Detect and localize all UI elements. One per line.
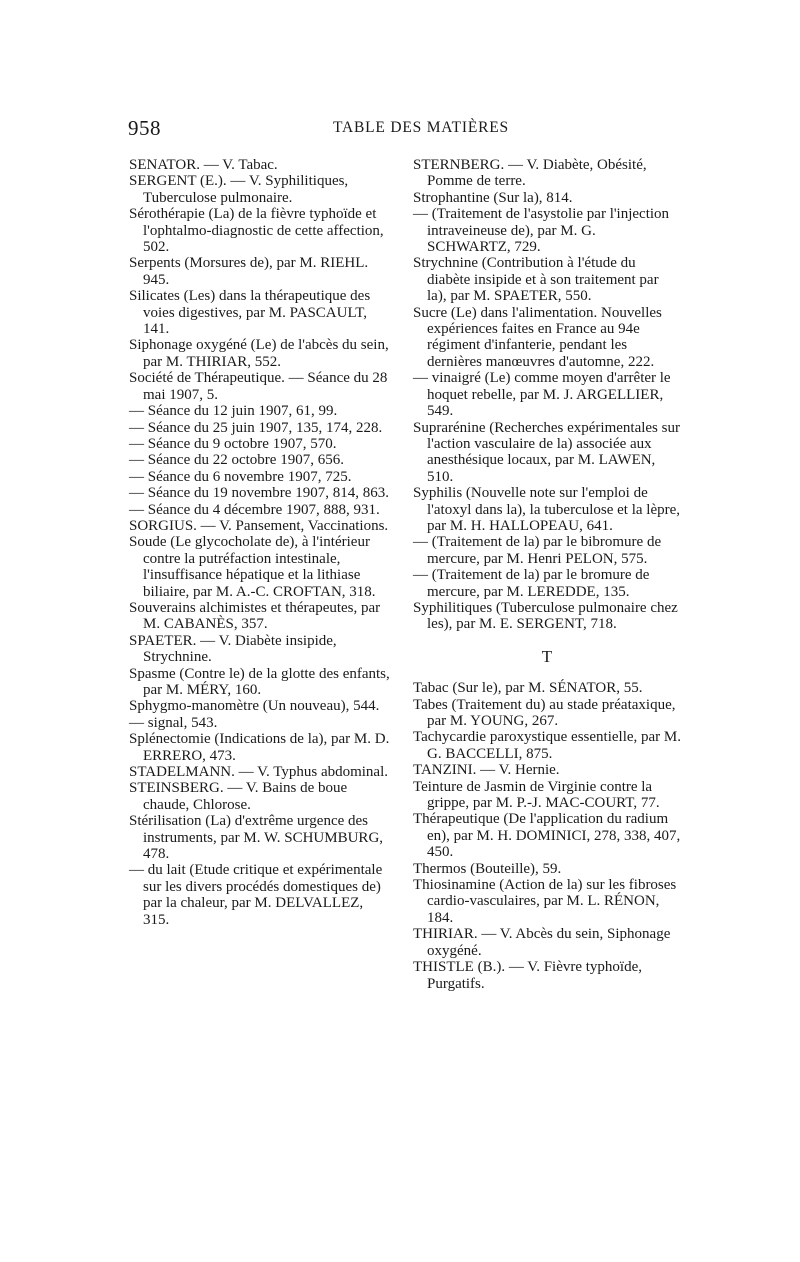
index-entry: Stérilisation (La) d'extrême urgence des instruments, par M. W. SCHUMBURG, 478. — [129, 813, 384, 863]
index-entry: — du lait (Etude critique et expérimentale sur les divers procédés domestiques de) par la chaleur, par M. DELVALLEZ, 315. — [129, 862, 383, 928]
index-entry: Soude (Le glycocholate de), à l'intérieur contre la putréfaction intestinale, l'insuffisance hépatique et la lithiase biliaire, par M. A.-C. CROFTAN, 318. — [129, 534, 376, 600]
index-entry: — Séance du 6 novembre 1907, 725. — [129, 468, 352, 485]
index-entry: — (Traitement de l'asystolie par l'injection intraveineuse de), par M. G. SCHWARTZ, 729. — [413, 206, 670, 256]
index-entry: Suprarénine (Recherches expérimentales sur l'action vasculaire de la) associée aux anesthésique locaux, par M. LAWEN, 510. — [413, 419, 680, 485]
index-entry: SENATOR. — V. Tabac. — [129, 157, 278, 173]
section-letter: T — [541, 646, 553, 666]
page-number: 958 — [128, 116, 161, 140]
index-entry: Syphilitiques (Tuberculose pulmonaire chez les), par M. E. SERGENT, 718. — [413, 599, 678, 633]
index-entry: Sérothérapie (La) de la fièvre typhoïde et l'ophtalmo-diagnostic de cette affection, 502. — [129, 206, 384, 256]
index-entry: Serpents (Morsures de), par M. RIEHL. 945. — [129, 255, 369, 288]
index-entry: — Séance du 22 octobre 1907, 656. — [129, 452, 344, 469]
index-entry: SORGIUS. — V. Pansement, Vaccinations. — [129, 517, 389, 534]
index-entry: Tabac (Sur le), par M. SÉNATOR, 55. — [413, 680, 643, 697]
index-entry: Syphilis (Nouvelle note sur l'emploi de l'atoxyl dans la), la tuberculose et la lèpre, par M. H. HALLOPEAU, 641. — [413, 485, 681, 534]
page-header — [128, 116, 680, 142]
index-entry: Strophantine (Sur la), 814. — [413, 189, 573, 206]
index-entry: — signal, 543. — [129, 714, 218, 731]
index-entry: Société de Thérapeutique. — Séance du 28 mai 1907, 5. — [129, 370, 388, 403]
index-entry: Thiosinamine (Action de la) sur les fibroses cardio-vasculaires, par M. L. RÉNON, 184. — [413, 877, 677, 926]
index-entry: Strychnine (Contribution à l'étude du diabète insipide et à son traitement par la), par M. SPAETER, 550. — [413, 255, 659, 305]
index-entry: Spasme (Contre le) de la glotte des enfants, par M. MÉRY, 160. — [129, 665, 390, 698]
right-column — [413, 157, 681, 992]
left-column — [129, 157, 391, 928]
index-entry: — (Traitement de la) par le bromure de mercure, par M. LEREDDE, 135. — [413, 567, 650, 600]
index-entry: Silicates (Les) dans la thérapeutique des voies digestives, par M. PASCAULT, 141. — [129, 288, 371, 338]
index-entry: SPAETER. — V. Diabète insipide, Strychnine. — [129, 632, 337, 666]
index-entry: — Séance du 9 octobre 1907, 570. — [129, 435, 337, 452]
index-entry: — Séance du 19 novembre 1907, 814, 863. — [129, 485, 389, 502]
index-entry: — Séance du 25 juin 1907, 135, 174, 228. — [129, 419, 383, 436]
index-entry: — (Traitement de la) par le bibromure de mercure, par M. Henri PELON, 575. — [413, 534, 662, 567]
index-entry: — vinaigré (Le) comme moyen d'arrêter le hoquet rebelle, par M. J. ARGELLIER, 549. — [413, 370, 671, 420]
index-entry: SERGENT (E.). — V. Syphilitiques, Tuberculose pulmonaire. — [129, 173, 349, 206]
index-entry: Tachycardie paroxystique essentielle, par M. G. BACCELLI, 875. — [413, 729, 682, 762]
index-entry: Souverains alchimistes et thérapeutes, par M. CABANÈS, 357. — [129, 599, 381, 633]
index-entry: STEINSBERG. — V. Bains de boue chaude, Chlorose. — [129, 780, 348, 813]
index-entry: Sphygmo-manomètre (Un nouveau), 544. — [129, 698, 380, 715]
index-entry: — Séance du 12 juin 1907, 61, 99. — [129, 403, 338, 420]
running-title: TABLE DES MATIÈRES — [333, 119, 509, 136]
index-entry: STADELMANN. — V. Typhus abdominal. — [129, 764, 389, 781]
index-entry: TANZINI. — V. Hernie. — [413, 762, 560, 779]
index-entry: Teinture de Jasmin de Virginie contre la grippe, par M. P.-J. MAC-COURT, 77. — [413, 778, 660, 812]
index-entry: — Séance du 4 décembre 1907, 888, 931. — [129, 501, 380, 518]
index-entry: THIRIAR. — V. Abcès du sein, Siphonage oxygéné. — [413, 926, 671, 959]
index-entry: Thérapeutique (De l'application du radium en), par M. H. DOMINICI, 278, 338, 407, 450. — [413, 811, 681, 861]
index-entry: STERNBERG. — V. Diabète, Obésité, Pomme de terre. — [413, 157, 647, 190]
index-entry: Siphonage oxygéné (Le) de l'abcès du sein, par M. THIRIAR, 552. — [129, 337, 389, 370]
index-entry: Thermos (Bouteille), 59. — [413, 860, 562, 877]
index-entry: Sucre (Le) dans l'alimentation. Nouvelles expériences faites en France au 94e régiment d'infanterie, pendant les dernières manœuvres d'automne, 222. — [413, 304, 662, 370]
index-entry: Tabes (Traitement du) au stade préataxique, par M. YOUNG, 267. — [413, 696, 676, 729]
index-entry: THISTLE (B.). — V. Fièvre typhoïde, Purgatifs. — [413, 959, 643, 992]
index-entry: Splénectomie (Indications de la), par M. D. ERRERO, 473. — [129, 731, 390, 764]
